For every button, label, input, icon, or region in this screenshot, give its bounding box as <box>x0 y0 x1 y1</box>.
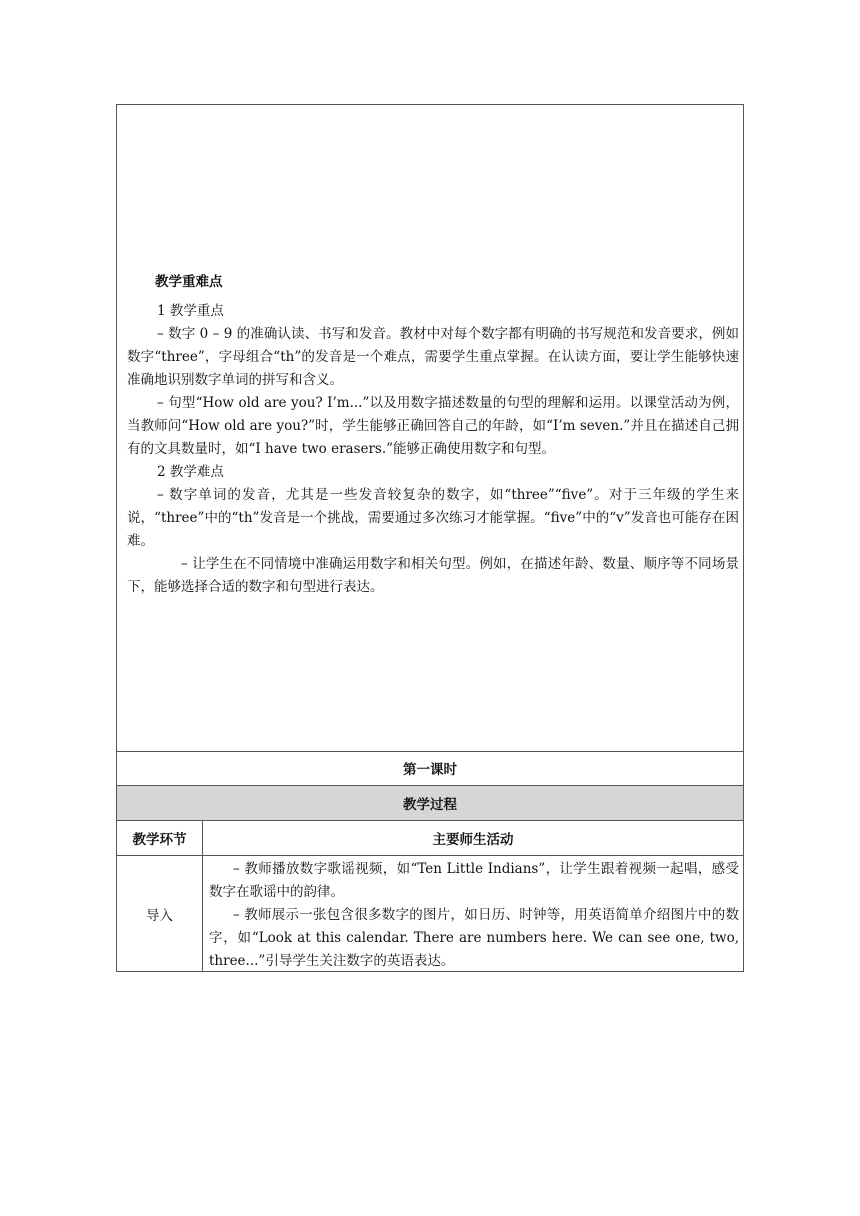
lesson-title: 第一课时 <box>403 762 457 778</box>
key-points-title: 教学重难点 <box>155 274 223 290</box>
lesson-plan-table <box>116 104 744 972</box>
activity-paragraph: – 教师播放数字歌谣视频，如“Ten Little Indians”，让学生跟着视频一起唱，感受数字在歌谣中的韵律。 <box>209 861 739 900</box>
key-difficult-points-cell <box>117 105 743 752</box>
stage-header-text: 教学环节 <box>132 832 187 848</box>
difficult-point-paragraph: – 数字单词的发音，尤其是一些发音较复杂的数字，如“three”“five”。对于三年级的学生来说，“three”中的“th”发音是一个挑战，需要通过多次练习才能掌握。“five”中的“v”发音也可能存在困难。 <box>127 487 739 549</box>
activity-header-text: 主要师生活动 <box>432 832 514 848</box>
lesson-title-row <box>117 751 743 786</box>
key-points-heading-1: 1 教学重点 <box>157 303 224 319</box>
activity-paragraph: – 教师展示一张包含很多数字的图片，如日历、时钟等，用英语简单介绍图片中的数字，如“Look at this calendar. There are numbers here. We can see one, two, three...”引导学生关注数字的英语表达。 <box>209 907 739 969</box>
key-points-content <box>127 271 739 599</box>
stage-label <box>117 856 203 971</box>
key-point-paragraph: – 数字 0 – 9 的准确认读、书写和发音。教材中对每个数字都有明确的书写规范和发音要求，例如数字“three”，字母组合“th”的发音是一个难点，需要学生重点掌握。在认读方面，要让学生能够快速准确地识别数字单词的拼写和含义。 <box>127 326 739 388</box>
stage-column-header <box>117 821 203 855</box>
key-point-paragraph: – 句型“How old are you? I’m...”以及用数字描述数量的句型的理解和运用。以课堂活动为例，当教师问“How old are you?”时，学生能够正确回答自己的年龄，如“I’m seven.”并且在描述自己拥有的文具数量时，如“I have two erasers.”能够正确使用数字和句型。 <box>127 395 739 457</box>
activity-content <box>203 856 743 971</box>
difficult-points-heading: 2 教学难点 <box>157 464 224 480</box>
difficult-point-paragraph: – 让学生在不同情境中准确运用数字和相关句型。例如，在描述年龄、数量、顺序等不同场景下，能够选择合适的数字和句型进行表达。 <box>127 556 739 595</box>
stage-label-text: 导入 <box>146 907 173 924</box>
process-title: 教学过程 <box>403 797 457 813</box>
table-row <box>117 856 743 971</box>
table-header-row <box>117 821 743 856</box>
activity-column-header <box>203 821 743 855</box>
process-title-row <box>117 786 743 821</box>
